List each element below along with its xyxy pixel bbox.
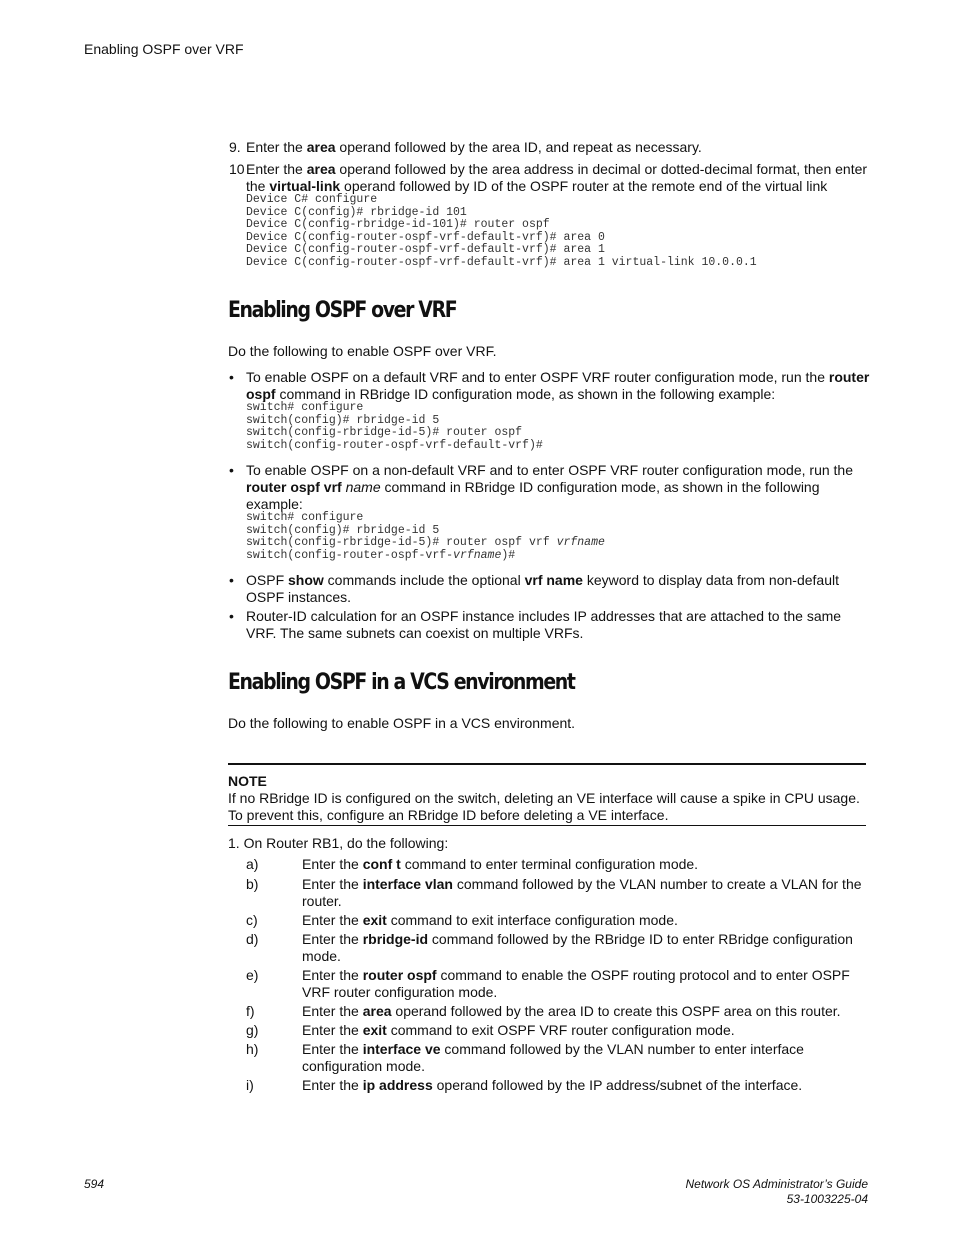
code-line: switch(config-router-ospf-vrf-vrfname)# [246,548,516,562]
substep-text: Enter the interface ve command followed by the VLAN number to enter interface configuration mode. [302,1041,804,1074]
note-label: NOTE [228,773,267,789]
section-heading: Enabling OSPF in a VCS environment [228,670,575,695]
code-line: Device C(config-router-ospf-vrf-default-vrf)# area 1 virtual-link 10.0.0.1 [246,255,757,269]
section-intro: Do the following to enable OSPF over VRF. [228,343,497,359]
step-text: Enter the area operand followed by the area address in decimal or dotted-decimal format, then enter the virtual-link operand followed by ID of the OSPF router at the remote end of the virtual link [246,161,868,194]
code-block [246,512,605,562]
bullet-text: To enable OSPF on a non-default VRF and to enter OSPF VRF router configuration mode, run the router ospf vrf name command in RBridge ID configuration mode, as shown in the following example: [246,462,853,512]
code-line: Device C(config-router-ospf-vrf-default-vrf)# area 0 [246,230,605,244]
substep-letter: a) [246,856,259,872]
bullet-marker: • [229,608,234,624]
note-bottom-rule [228,825,866,826]
guide-title: Network OS Administrator’s Guide [685,1177,868,1191]
bullet-text: OSPF show commands include the optional vrf name keyword to display data from non-default OSPF instances. [246,572,839,605]
running-header: Enabling OSPF over VRF [84,41,244,57]
bullet-text: To enable OSPF on a default VRF and to enter OSPF VRF router configuration mode, run the router ospf command in RBridge ID configuration mode, as shown in the following example: [246,369,870,402]
step-text: 1. On Router RB1, do the following: [228,835,449,851]
doc-number: 53-1003225-04 [786,1192,868,1206]
substep-letter: g) [246,1022,259,1038]
code-block [246,194,757,269]
substep-text: Enter the area operand followed by the area ID to create this OSPF area on this router. [302,1003,841,1019]
code-block [246,402,543,452]
substep-letter: c) [246,912,258,928]
substep-text: Enter the rbridge-id command followed by the RBridge ID to enter RBridge configuration mode. [302,931,853,964]
step-number: 10 [229,161,245,177]
code-line: switch(config-rbridge-id-5)# router ospf [246,426,523,439]
substep-text: Enter the router ospf command to enable the OSPF routing protocol and to enter OSPF VRF router configuration mode. [302,967,850,1000]
substep-letter: b) [246,876,259,892]
code-line: Device C(config)# rbridge-id 101 [246,205,467,219]
substep-letter: e) [246,967,259,983]
substep-text: Enter the exit command to exit OSPF VRF router configuration mode. [302,1022,735,1038]
substep-text: Enter the ip address operand followed by the IP address/subnet of the interface. [302,1077,803,1093]
page-number: 594 [84,1177,105,1191]
substep-letter: f) [246,1003,255,1019]
section-heading: Enabling OSPF over VRF [228,298,457,323]
bullet-marker: • [229,369,234,385]
bullet-marker: • [229,462,234,478]
code-line: switch(config)# rbridge-id 5 [246,413,440,427]
section-intro: Do the following to enable OSPF in a VCS environment. [228,715,576,731]
code-line: switch# configure [246,401,364,414]
note-top-rule [228,763,866,765]
code-line: switch(config-rbridge-id-5)# router ospf vrf vrfname [246,536,605,549]
bullet-marker: • [229,572,234,588]
substep-text: Enter the conf t command to enter terminal configuration mode. [302,856,699,872]
code-line: switch(config)# rbridge-id 5 [246,523,440,537]
code-line: Device C(config-router-ospf-vrf-default-vrf)# area 1 [246,243,605,256]
code-line: Device C(config-rbridge-id-101)# router ospf [246,218,550,231]
substep-text: Enter the interface vlan command followed by the VLAN number to create a VLAN for the router. [302,876,862,909]
footer-doc-info [685,1177,868,1207]
substep-letter: h) [246,1041,259,1057]
substep-letter: i) [246,1077,254,1093]
step-text: Enter the area operand followed by the area ID, and repeat as necessary. [246,139,702,155]
code-line: switch(config-router-ospf-vrf-default-vrf)# [246,438,543,452]
code-line: Device C# configure [246,193,378,206]
substep-letter: d) [246,931,259,947]
bullet-text: Router-ID calculation for an OSPF instance includes IP addresses that are attached to the same VRF. The same subnets can coexist on multiple VRFs. [246,608,842,641]
code-line: switch# configure [246,511,364,524]
step-number: 9. [229,139,241,155]
note-text: If no RBridge ID is configured on the switch, deleting an VE interface will cause a spike in CPU usage. To prevent this, configure an RBridge ID before deleting a VE interface. [228,790,860,823]
substep-text: Enter the exit command to exit interface configuration mode. [302,912,678,928]
